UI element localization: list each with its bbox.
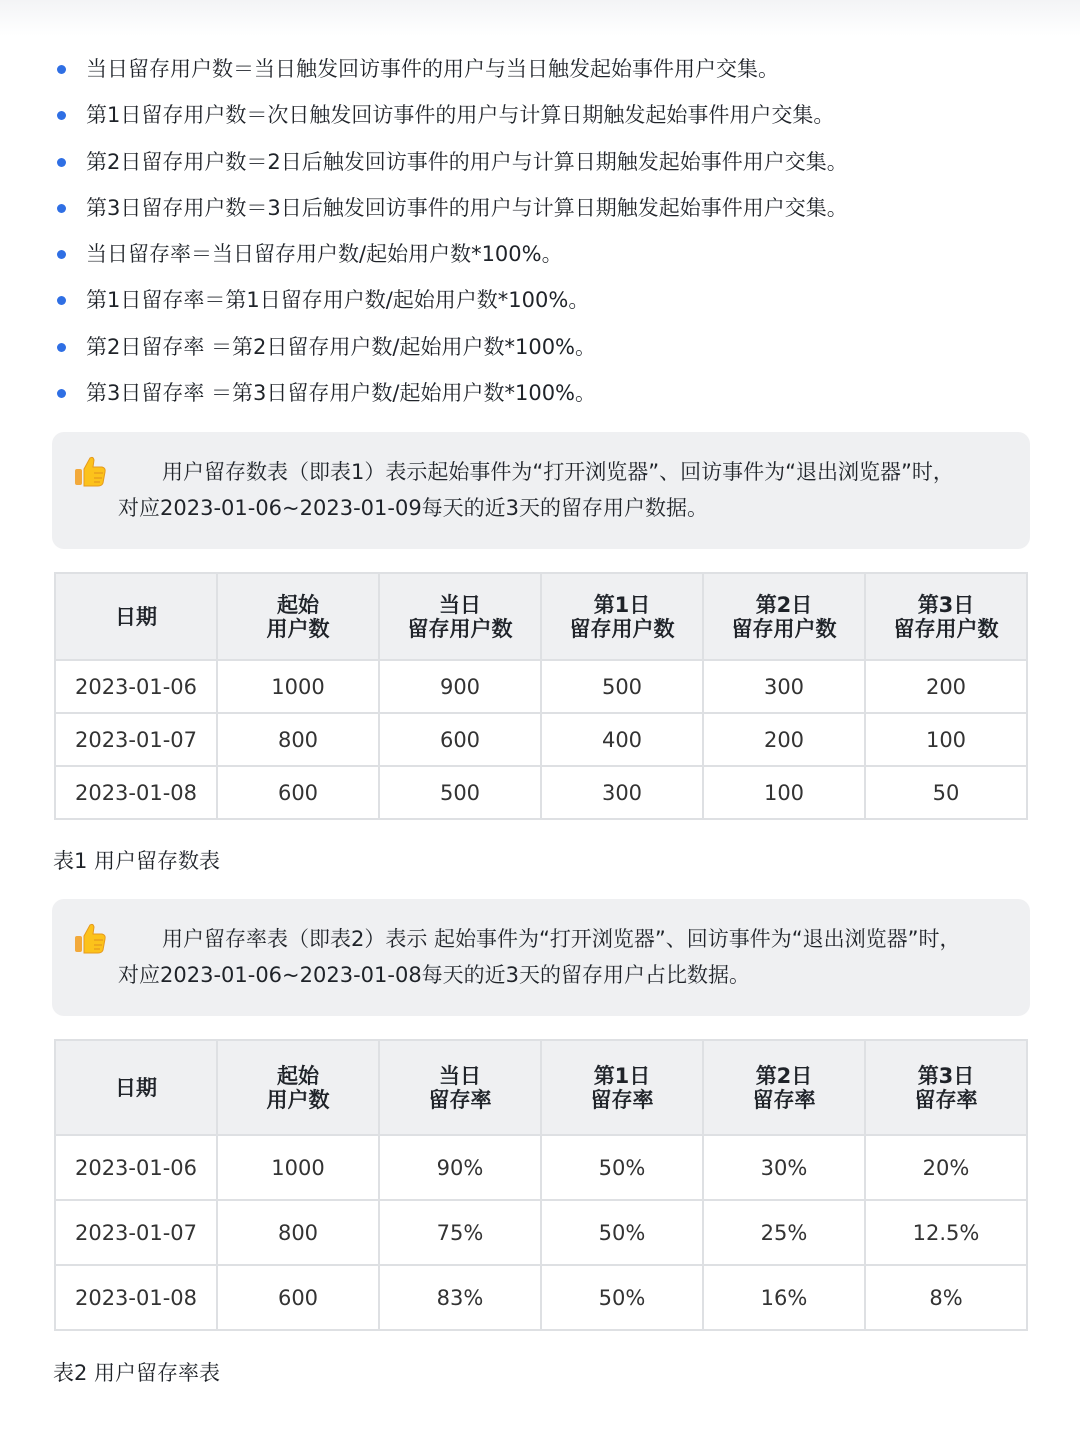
list-item-text: 第1日留存用户数＝次日触发回访事件的用户与计算日期触发起始事件用户交集。 — [86, 103, 835, 128]
header-day3 — [865, 1040, 1027, 1135]
table-cell: 1000 — [217, 1135, 379, 1200]
callout-table2 — [52, 899, 1030, 1016]
table-header-row — [55, 573, 1027, 660]
table-cell: 2023-01-07 — [55, 1200, 217, 1265]
table-cell: 16% — [703, 1265, 865, 1330]
table-row — [55, 713, 1027, 766]
list-item — [0, 185, 1080, 231]
list-item — [0, 324, 1080, 370]
table-cell: 90% — [379, 1135, 541, 1200]
table-cell: 50 — [865, 766, 1027, 819]
header-line: 留存用户数 — [893, 616, 999, 641]
header-day2 — [703, 573, 865, 660]
table-cell: 800 — [217, 1200, 379, 1265]
table-cell: 200 — [865, 660, 1027, 713]
table-cell: 500 — [541, 660, 703, 713]
table-row — [55, 1200, 1027, 1265]
bullet-dot — [57, 111, 66, 120]
header-day0 — [379, 1040, 541, 1135]
table-cell: 75% — [379, 1200, 541, 1265]
list-item — [0, 231, 1080, 277]
table-cell: 600 — [217, 766, 379, 819]
header-line: 起始 — [277, 592, 319, 617]
header-line: 第3日 — [917, 592, 975, 617]
table1-caption: 表1 用户留存数表 — [53, 849, 221, 873]
list-item-text: 第3日留存用户数＝3日后触发回访事件的用户与计算日期触发起始事件用户交集。 — [86, 195, 848, 220]
table-cell: 50% — [541, 1135, 703, 1200]
table-cell: 50% — [541, 1200, 703, 1265]
header-line: 第2日 — [755, 1063, 813, 1088]
header-line: 用户数 — [266, 616, 330, 641]
header-day3 — [865, 573, 1027, 660]
callout-text: 用户留存率表（即表2）表示 起始事件为“打开浏览器”、回访事件为“退出浏览器”时，对应2023-01-06~2023-01-08每天的近3天的留存用户占比数据。 — [118, 927, 961, 987]
table-header-row — [55, 1040, 1027, 1135]
table-cell: 800 — [217, 713, 379, 766]
header-line: 留存率 — [752, 1087, 816, 1112]
bullet-dot — [57, 250, 66, 259]
header-line: 起始 — [277, 1063, 319, 1088]
header-line: 留存率 — [428, 1087, 492, 1112]
list-item — [0, 370, 1080, 416]
callout-table1 — [52, 432, 1030, 549]
bullet-dot — [57, 389, 66, 398]
table-cell: 2023-01-06 — [55, 660, 217, 713]
retention-count-table — [54, 572, 1028, 820]
top-shadow — [0, 0, 1080, 36]
retention-rate-table — [54, 1039, 1028, 1331]
header-line: 第1日 — [593, 1063, 651, 1088]
list-item-text: 第1日留存率＝第1日留存用户数/起始用户数*100%。 — [86, 288, 590, 313]
table-cell: 100 — [703, 766, 865, 819]
list-item — [0, 139, 1080, 185]
header-date — [55, 1040, 217, 1135]
header-line: 留存率 — [590, 1087, 654, 1112]
table-cell: 300 — [703, 660, 865, 713]
bullet-dot — [57, 65, 66, 74]
definition-list — [0, 46, 1080, 416]
thumbs-up-icon — [72, 454, 108, 490]
table-cell: 2023-01-08 — [55, 766, 217, 819]
table-cell: 50% — [541, 1265, 703, 1330]
callout-text: 用户留存数表（即表1）表示起始事件为“打开浏览器”、回访事件为“退出浏览器”时，对应2023-01-06~2023-01-09每天的近3天的留存用户数据。 — [118, 460, 954, 520]
header-day2 — [703, 1040, 865, 1135]
header-line: 留存用户数 — [731, 616, 837, 641]
list-item-text: 第2日留存用户数＝2日后触发回访事件的用户与计算日期触发起始事件用户交集。 — [86, 149, 848, 174]
table-cell: 600 — [379, 713, 541, 766]
list-item-text: 第3日留存率 ＝第3日留存用户数/起始用户数*100%。 — [86, 381, 597, 406]
list-item-text: 当日留存率＝当日留存用户数/起始用户数*100%。 — [86, 242, 563, 267]
header-line: 当日 — [439, 592, 481, 617]
list-item-text: 当日留存用户数＝当日触发回访事件的用户与当日触发起始事件用户交集。 — [86, 57, 779, 81]
table-row — [55, 660, 1027, 713]
bullet-dot — [57, 158, 66, 167]
table-cell: 1000 — [217, 660, 379, 713]
header-line: 第3日 — [917, 1063, 975, 1088]
table2-caption: 表2 用户留存率表 — [53, 1361, 221, 1385]
header-line: 第2日 — [755, 592, 813, 617]
list-item — [0, 46, 1080, 92]
list-item-text: 第2日留存率 ＝第2日留存用户数/起始用户数*100%。 — [86, 334, 597, 359]
header-date — [55, 573, 217, 660]
table-row — [55, 1135, 1027, 1200]
table-cell: 600 — [217, 1265, 379, 1330]
table-cell: 83% — [379, 1265, 541, 1330]
header-day1 — [541, 1040, 703, 1135]
bullet-dot — [57, 343, 66, 352]
header-start-users — [217, 573, 379, 660]
table-cell: 8% — [865, 1265, 1027, 1330]
header-day1 — [541, 573, 703, 660]
header-start-users — [217, 1040, 379, 1135]
header-line: 第1日 — [593, 592, 651, 617]
table-cell: 2023-01-07 — [55, 713, 217, 766]
header-line: 留存用户数 — [569, 616, 675, 641]
table-cell: 20% — [865, 1135, 1027, 1200]
table-row — [55, 766, 1027, 819]
table-cell: 500 — [379, 766, 541, 819]
table-cell: 900 — [379, 660, 541, 713]
header-line: 用户数 — [266, 1087, 330, 1112]
header-day0 — [379, 573, 541, 660]
table-cell: 12.5% — [865, 1200, 1027, 1265]
header-line: 留存率 — [914, 1087, 978, 1112]
bullet-dot — [57, 296, 66, 305]
table-cell: 200 — [703, 713, 865, 766]
header-line: 留存用户数 — [407, 616, 513, 641]
table-cell: 25% — [703, 1200, 865, 1265]
thumbs-up-icon — [72, 921, 108, 957]
table-cell: 300 — [541, 766, 703, 819]
list-item — [0, 277, 1080, 323]
header-line: 日期 — [115, 1075, 157, 1100]
table-cell: 100 — [865, 713, 1027, 766]
header-line: 日期 — [115, 604, 157, 629]
bullet-dot — [57, 204, 66, 213]
table-cell: 2023-01-06 — [55, 1135, 217, 1200]
header-line: 当日 — [439, 1063, 481, 1088]
table-row — [55, 1265, 1027, 1330]
table-cell: 30% — [703, 1135, 865, 1200]
table-cell: 400 — [541, 713, 703, 766]
list-item — [0, 92, 1080, 138]
table-cell: 2023-01-08 — [55, 1265, 217, 1330]
